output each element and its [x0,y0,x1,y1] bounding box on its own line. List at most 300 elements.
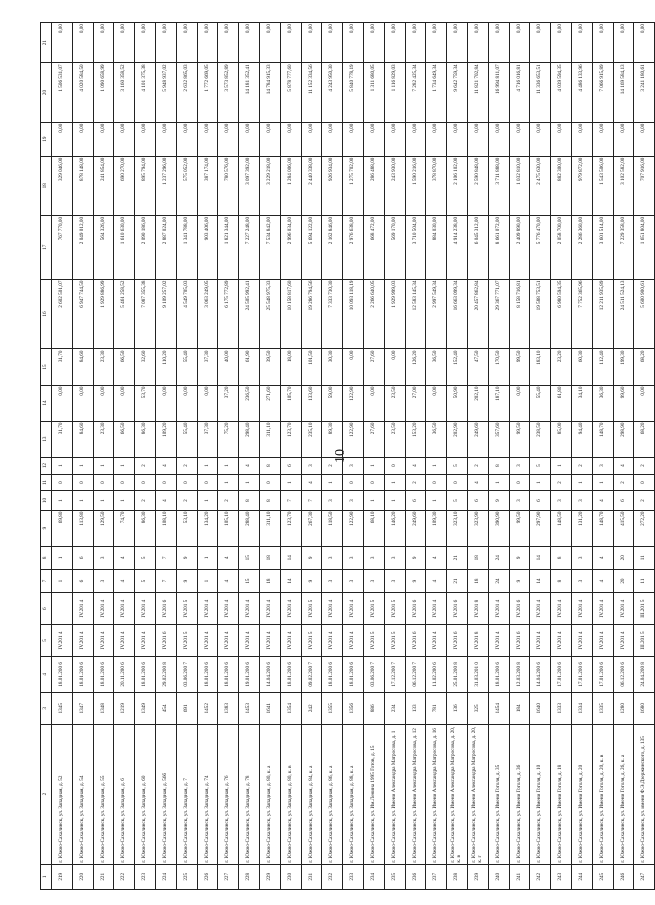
cell-cost-part-5: 0,00 [551,23,572,63]
cell-address: г. Южно-Сахалинск, ул. Западная, д. 6 [114,724,135,864]
cell-row-number: 244 [571,864,592,889]
table-row [176,23,197,890]
cell-cost-part-2: 895 794,00 [135,156,156,215]
cell-cost-part-1: 903 406,00 [197,215,218,279]
cell-rooms-a: 0 [72,474,93,491]
cell-period-end [52,593,73,625]
cell-rooms-total: 7 [280,491,301,510]
cell-period-start: IV.201 6 [405,625,426,657]
cell-cost-part-3: 0,00 [467,122,488,156]
cell-cost-part-4: 4 020 584,50 [72,63,93,122]
table-row [135,23,156,890]
table-row [218,23,239,890]
cell-area-a: 37,20 [218,385,239,421]
cell-address: г. Южно-Сахалинск, ул. Имени Гоголя, д. 18 [551,724,572,864]
cell-area-b: 126,20 [405,349,426,385]
cell-cost-part-1: 2 162 846,00 [322,215,343,279]
cell-units-count-2: 3 [384,546,405,569]
cell-cost-total: 1 929 886,99 [93,279,114,349]
cell-rooms-a: 0 [447,474,468,491]
cell-cost-part-3: 0,00 [592,122,613,156]
cell-address: г. Южно-Сахалинск, ул. Имени Александра Матросова, д. 20, к. в [447,724,468,864]
cell-rooms-b: 3 [509,457,530,474]
cell-rooms-total: 1 [384,491,405,510]
cell-house-code: 886 [363,692,384,724]
cell-cost-total: 3 063 249,05 [197,279,218,349]
cell-units-count-2: 14 [280,546,301,569]
cell-units-count: 4 [218,569,239,592]
cell-cost-part-4: 2 632 865,03 [176,63,197,122]
cell-period-start: IV.201 4 [259,625,280,657]
cell-address: г. Южно-Сахалинск, ул. Имени Александра Матросова, д. 16 [426,724,447,864]
cell-address: г. Южно-Сахалинск, ул. Имени Гоголя, д. 20, к. в [592,724,613,864]
cell-row-number: 222 [114,864,135,889]
cell-area-total: 85,00 [551,421,572,457]
cell-cost-part-2: 882 300,00 [551,156,572,215]
cell-area-a: 105,70 [280,385,301,421]
cell-cost-part-4: 11 152 334,56 [301,63,322,122]
cell-cost-part-3: 0,00 [634,122,655,156]
cell-period-end: IV.201 4 [592,593,613,625]
cell-cost-part-5: 0,00 [176,23,197,63]
cell-period-end: IV.201 4 [343,593,364,625]
cell-area-b: 60,30 [571,349,592,385]
cell-date: 03.06.200 7 [363,656,384,692]
cell-units-count: 18 [259,569,280,592]
cell-area: 68,10 [363,510,384,546]
cell-row-number: 224 [155,864,176,889]
cell-cost-total: 12 211 935,89 [592,279,613,349]
cell-units-count: 1 [197,569,218,592]
cell-cost-part-3: 0,00 [613,122,634,156]
page-number: 10 [333,449,348,463]
cell-rooms-total: 4 [155,491,176,510]
cell-rooms-total: 1 [93,491,114,510]
column-header: 10 [41,491,52,510]
cell-rooms-b: 5 [447,457,468,474]
cell-rooms-b: 2 [135,457,156,474]
cell-rooms-a: 0 [52,474,73,491]
table-row [634,23,655,890]
cell-area-total: 37,30 [197,421,218,457]
cell-cost-part-3: 0,00 [155,122,176,156]
cell-cost-total: 20 457 862,84 [467,279,488,349]
cell-date: 03.06.200 7 [176,656,197,692]
cell-cost-part-2: 1 590 216,00 [405,156,426,215]
cell-area-a: 236,50 [239,385,260,421]
cell-area-a: 0,00 [509,385,530,421]
cell-cost-total: 10 158 817,60 [280,279,301,349]
cell-date: 09.02.200 7 [301,656,322,692]
cell-area: 390,90 [488,510,509,546]
cell-house-code: 1355 [322,692,343,724]
cell-area-total: 84,60 [72,421,93,457]
cell-cost-part-1: 5 776 470,00 [530,215,551,279]
cell-area-a: 0,00 [363,385,384,421]
cell-house-code: 1452 [197,692,218,724]
cell-address: г. Южно-Сахалинск, ул. Имени Гоголя, д. 35 [488,724,509,864]
cell-area: 415,50 [613,510,634,546]
cell-period-end: IV.201 4 [114,593,135,625]
cell-area-a: 0,00 [114,385,135,421]
cell-area: 288,40 [239,510,260,546]
cell-area-a: 0,00 [197,385,218,421]
cell-area: 69,80 [52,510,73,546]
cell-row-number: 247 [634,864,655,889]
cell-address: г. Южно-Сахалинск, ул. Западная, д. 7 [176,724,197,864]
cell-units-count: 3 [322,569,343,592]
cell-rooms-a: 4 [301,474,322,491]
cell-cost-part-4: 14 169 584,13 [613,63,634,122]
cell-area-b: 0,00 [343,349,364,385]
cell-area-b: 199,30 [613,349,634,385]
cell-row-number: 223 [135,864,156,889]
cell-period-end: IV.201 4 [218,593,239,625]
cell-area-total: 27,60 [363,421,384,457]
cell-cost-part-2: 378 870,00 [426,156,447,215]
cell-rooms-total: 5 [447,491,468,510]
cell-period-start: IV.201 4 [135,625,156,657]
cell-house-code: 1348 [93,692,114,724]
cell-rooms-a: 0 [509,474,530,491]
cell-period-end: IV.201 4 [551,593,572,625]
cell-cost-total: 6 980 594,35 [551,279,572,349]
cell-cost-part-2: 2 440 338,00 [301,156,322,215]
table-row [343,23,364,890]
cell-house-code: 136 [447,692,468,724]
cell-area: 105,10 [218,510,239,546]
cell-cost-total: 1 929 999,03 [384,279,405,349]
cell-area-a: 61,80 [551,385,572,421]
cell-house-code: 1680 [634,692,655,724]
cell-address: г. Южно-Сахалинск, ул. Имени Гоголя, д. 26, к. а [613,724,634,864]
cell-house-code: 1453 [239,692,260,724]
cell-cost-part-1: 1 341 788,00 [176,215,197,279]
cell-date: 18.01.200 6 [322,656,343,692]
cell-area-total: 75,20 [218,421,239,457]
cell-cost-part-3: 0,00 [93,122,114,156]
cell-rooms-b: 0 [384,457,405,474]
cell-area-a: 0,00 [176,385,197,421]
cell-rooms-total: 1 [197,491,218,510]
cell-units-count: 3 [343,569,364,592]
cell-units-count-2: 9 [509,546,530,569]
cell-cost-total: 2 602 501,07 [52,279,73,349]
cell-cost-part-4: 16 994 811,07 [488,63,509,122]
cell-units-count-2: 24 [488,546,509,569]
cell-area-total: 311,10 [259,421,280,457]
cell-rooms-b: 3 [301,457,322,474]
cell-rooms-b: 1 [72,457,93,474]
cell-area-total: 235,10 [301,421,322,457]
cell-rooms-a: 0 [343,474,364,491]
cell-period-end: IV.201 4 [259,593,280,625]
cell-date: 11.02.200 6 [426,656,447,692]
cell-row-number: 243 [551,864,572,889]
cell-area-a: 271,60 [259,385,280,421]
table-row [52,23,73,890]
cell-cost-part-5: 0,00 [405,23,426,63]
cell-row-number: 237 [426,864,447,889]
cell-cost-part-1: 569 170,00 [384,215,405,279]
cell-address: г. Южно-Сахалинск, ул. Имени Александра Матросова, д. 12 [405,724,426,864]
cell-rooms-b: 1 [197,457,218,474]
cell-cost-part-5: 0,00 [218,23,239,63]
table-row [322,23,343,890]
cell-cost-part-3: 0,00 [426,122,447,156]
table-row [239,23,260,890]
cell-row-number: 240 [488,864,509,889]
cell-cost-part-3: 0,00 [551,122,572,156]
cell-rooms-a: 0 [114,474,135,491]
cell-cost-total: 19 588 753,51 [530,279,551,349]
column-header: 20 [41,63,52,122]
cell-address: г. Южно-Сахалинск, ул. Западная, д. 88, к. а [343,724,364,864]
cell-rooms-b: 8 [488,457,509,474]
cell-cost-part-3: 0,00 [509,122,530,156]
cell-units-count-2: 21 [447,546,468,569]
cell-period-start: IV.201 4 [343,625,364,657]
cell-area: 129,50 [93,510,114,546]
cell-row-number: 242 [530,864,551,889]
cell-period-end: IV.201 5 [384,593,405,625]
cell-units-count-2: 4 [218,546,239,569]
cell-period-end: IV.201 4 [571,593,592,625]
cell-date: 18.01.200 6 [488,656,509,692]
cell-period-start: III.201 5 [634,625,655,657]
cell-row-number: 221 [93,864,114,889]
cell-cost-part-5: 0,00 [239,23,260,63]
cell-area: 118,50 [322,510,343,546]
cell-cost-total: 7 087 355,38 [135,279,156,349]
cell-units-count: 14 [280,569,301,592]
cell-units-count: 20 [613,569,634,592]
column-header: 14 [41,385,52,421]
cell-area: 297,90 [530,510,551,546]
cell-area-b: 99,50 [509,349,530,385]
table-row [509,23,530,890]
cell-rooms-total: 2 [135,491,156,510]
cell-cost-part-4: 4 243 950,30 [322,63,343,122]
cell-rooms-b: 6 [280,457,301,474]
cell-period-start: IV.201 4 [613,625,634,657]
cell-cost-part-1: 4 914 238,00 [447,215,468,279]
cell-units-count: 6 [72,569,93,592]
table-row [530,23,551,890]
cell-cost-total: 12 583 145,34 [405,279,426,349]
cell-units-count-2: 9 [176,546,197,569]
cell-date: 18.01.200 6 [72,656,93,692]
cell-date: 14.04.200 6 [530,656,551,692]
cell-rooms-a: 1 [322,474,343,491]
cell-cost-part-2: 1 237 296,00 [155,156,176,215]
cell-cost-part-1: 7 229 358,00 [613,215,634,279]
cell-cost-part-1: 2 058 700,00 [551,215,572,279]
cell-period-start: IV.201 6 [447,625,468,657]
cell-rooms-b: 1 [52,457,73,474]
cell-rooms-a: 1 [280,474,301,491]
table-row [259,23,280,890]
cell-rooms-total: 2 [176,491,197,510]
cell-area-total: 148,70 [592,421,613,457]
cell-address: г. Южно-Сахалинск, ул. Западная, д. 52 [52,724,73,864]
cell-cost-part-4: 1 506 ​531,07 [52,63,73,122]
cell-period-start: IV.201 4 [280,625,301,657]
table-row [384,23,405,890]
cell-rooms-a: 1 [530,474,551,491]
cell-date: 18.01.200 6 [52,656,73,692]
cell-rooms-b: 2 [176,457,197,474]
cell-period-start: IV.201 8 [467,625,488,657]
column-header: 4 [41,656,52,692]
cell-period-end: IV.201 4 [322,593,343,625]
cell-period-start: IV.201 6 [509,625,530,657]
cell-rooms-b: 2 [467,457,488,474]
cell-units-count: 1 [52,569,73,592]
cell-rooms-total: 1 [426,491,447,510]
cell-rooms-a: 1 [571,474,592,491]
cell-area-b: 152,40 [447,349,468,385]
column-header: 11 [41,474,52,491]
cell-units-count-2: 3 [363,546,384,569]
cell-cost-part-4: 3 573 852,89 [218,63,239,122]
cell-units-count: 21 [447,569,468,592]
cell-units-count-2: 18 [467,546,488,569]
cell-area: 123,70 [280,510,301,546]
table-row [155,23,176,890]
cell-cost-part-5: 0,00 [52,23,73,63]
cell-cost-part-3: 0,00 [135,122,156,156]
cell-cost-part-2: 243 930,00 [384,156,405,215]
cell-units-count-2: 3 [93,546,114,569]
cell-period-start: IV.201 4 [72,625,93,657]
cell-house-code: 1219 [114,692,135,724]
cell-address: г. Южно-Сахалинск, ул. Имени Александра Матросова, д. 20, к. г [467,724,488,864]
cell-area-b: 23,30 [93,349,114,385]
cell-cost-total: 7 333 730,30 [322,279,343,349]
cell-area-a: 0,00 [634,385,655,421]
cell-area-a: 36,30 [592,385,613,421]
cell-cost-part-1: 2 090 186,00 [135,215,156,279]
cell-cost-part-3: 0,00 [384,122,405,156]
cell-cost-part-5: 0,00 [592,23,613,63]
cell-units-count-2: 6 [72,546,93,569]
cell-cost-part-5: 0,00 [259,23,280,63]
cell-cost-part-5: 0,00 [613,23,634,63]
cell-row-number: 232 [322,864,343,889]
cell-rooms-total: 3 [343,491,364,510]
cell-cost-part-4: 3 160 358,52 [114,63,135,122]
cell-address: г. Южно-Сахалинск, ул. Западная, д. 86, к. а [322,724,343,864]
cell-rooms-total: 8 [259,491,280,510]
cell-cost-part-4: 5 948 937,02 [155,63,176,122]
table-row [280,23,301,890]
cell-rooms-total: 9 [488,491,509,510]
cell-cost-part-5: 0,00 [343,23,364,63]
cell-units-count: 3 [384,569,405,592]
cell-row-number: 225 [176,864,197,889]
cell-area-b: 23,20 [551,349,572,385]
cell-rooms-b: 8 [259,457,280,474]
cell-area-b: 32,60 [135,349,156,385]
cell-cost-part-1: 3 710 504,00 [405,215,426,279]
cell-cost-part-2: 1 275 702,00 [343,156,364,215]
cell-period-end: IV.201 6 [155,593,176,625]
cell-rooms-a: 1 [488,474,509,491]
cell-cost-part-2: 2 475 630,00 [530,156,551,215]
cell-cost-part-5: 0,00 [447,23,468,63]
cell-cost-part-3: 0,00 [114,122,135,156]
column-header: 16 [41,279,52,349]
cell-rooms-b: 1 [426,457,447,474]
cell-area: 122,90 [343,510,364,546]
cell-cost-part-3: 0,00 [218,122,239,156]
cell-rooms-total: 8 [239,491,260,510]
cell-cost-part-5: 0,00 [135,23,156,63]
cell-area-b: 18,00 [280,349,301,385]
cell-cost-part-4: 1 090 658,99 [93,63,114,122]
cell-rooms-a: 1 [592,474,613,491]
cell-house-code: 1335 [592,692,613,724]
cell-rooms-a: 0 [259,474,280,491]
cell-period-end: IV.201 4 [135,593,156,625]
cell-area-a: 0,00 [93,385,114,421]
cell-cost-part-3: 0,00 [343,122,364,156]
table-row [114,23,135,890]
cell-cost-total: 25 548 975,33 [259,279,280,349]
cell-address: г. Южно-Сахалинск, ул. Западная, д. 76 [218,724,239,864]
cell-date: 06.12.200 7 [405,656,426,692]
cell-house-code: 1349 [135,692,156,724]
cell-area-total: 298,40 [239,421,260,457]
cell-cost-part-4: 4 716 016,81 [509,63,530,122]
cell-area-total: 31,70 [52,421,73,457]
cell-cost-part-4: 9 642 759,34 [447,63,468,122]
cell-area: 249,60 [405,510,426,546]
cell-row-number: 239 [467,864,488,889]
cell-units-count: 9 [176,569,197,592]
cell-cost-part-3: 0,00 [322,122,343,156]
cell-cost-part-5: 0,00 [571,23,592,63]
cell-rooms-b: 3 [343,457,364,474]
cell-address: г. Южно-Сахалинск, ул. Западная, д. 74 [197,724,218,864]
cell-cost-part-4: 1 116 829,03 [384,63,405,122]
cell-units-count-2: 8 [551,546,572,569]
cell-row-number: 246 [613,864,634,889]
cell-cost-part-1: 1 651 804,00 [634,215,655,279]
cell-units-count-2: 3 [322,546,343,569]
cell-area-total: 238,50 [530,421,551,457]
cell-cost-total: 4 549 705,03 [176,279,197,349]
column-header: 8 [41,546,52,569]
cell-cost-part-2: 1 284 006,00 [280,156,301,215]
cell-cost-part-5: 0,00 [384,23,405,63]
cell-cost-part-2: 2 106 102,00 [447,156,468,215]
table-row [197,23,218,890]
cell-house-code: 1334 [571,692,592,724]
cell-row-number: 234 [363,864,384,889]
cell-period-end: IV.201 5 [176,593,197,625]
cell-area: 134,20 [197,510,218,546]
cell-row-number: 219 [52,864,73,889]
cell-units-count: 9 [509,569,530,592]
cell-cost-part-5: 0,00 [197,23,218,63]
cell-address: г. Южно-Сахалинск, ул. Имени Александра Матросова, д. 1 [384,724,405,864]
cell-address: г. Южно-Сахалинск, ул. Западная, д. 78 [239,724,260,864]
cell-rooms-b: 1 [93,457,114,474]
cell-cost-total: 2 266 640,05 [363,279,384,349]
cell-area-a: 23,50 [384,385,405,421]
